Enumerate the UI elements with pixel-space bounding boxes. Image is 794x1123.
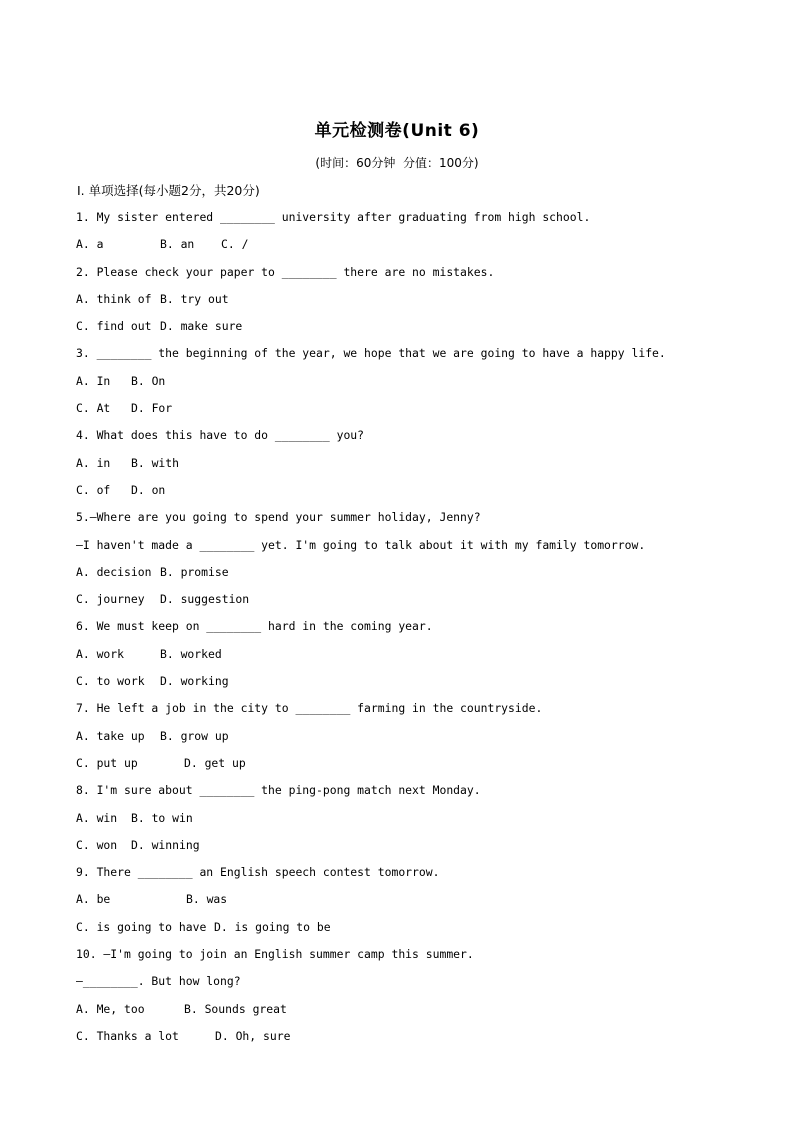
option: C. of xyxy=(76,482,111,497)
option: D. suggestion xyxy=(160,592,250,607)
option-row xyxy=(76,481,776,508)
option: A. in xyxy=(76,455,111,470)
option: D. Oh, sure xyxy=(215,1028,291,1043)
option-row xyxy=(76,290,776,317)
option: B. try out xyxy=(160,291,229,306)
option: B. On xyxy=(131,373,166,388)
option-row xyxy=(76,836,776,863)
option-row xyxy=(76,727,776,754)
option: D. working xyxy=(160,674,229,689)
question-stem: 7. He left a job in the city to ________ farming in the countryside. xyxy=(76,701,543,716)
option: D. For xyxy=(131,401,173,416)
question-stem: 1. My sister entered ________ university after graduating from high school. xyxy=(76,210,591,224)
option: B. was xyxy=(186,892,228,907)
option: B. worked xyxy=(160,646,222,661)
page-title: 单元检测卷(Unit 6) xyxy=(314,121,480,141)
option: C. journey xyxy=(76,592,145,607)
question-stem: 8. I'm sure about ________ the ping-pong match next Monday. xyxy=(76,783,481,798)
option-row xyxy=(76,563,776,590)
option-row xyxy=(76,1027,776,1054)
option: C. / xyxy=(221,237,249,252)
option: A. take up xyxy=(76,728,145,743)
option: B. promise xyxy=(160,564,229,579)
question-stem: 10. —I'm going to join an English summer camp this summer. xyxy=(76,947,474,962)
option: C. put up xyxy=(76,755,138,770)
question-stem: —________. But how long? xyxy=(76,974,241,989)
option-row xyxy=(76,809,776,836)
question-stem: 5.—Where are you going to spend your summer holiday, Jenny? xyxy=(76,510,481,525)
option: B. Sounds great xyxy=(184,1001,287,1016)
option-row xyxy=(76,645,776,672)
option: C. is going to have xyxy=(76,919,207,934)
option: B. with xyxy=(131,455,180,470)
question-stem: 3. ________ the beginning of the year, we hope that we are going to have a happy life. xyxy=(76,346,666,361)
option-row xyxy=(76,454,776,481)
option-row xyxy=(76,754,776,781)
option: D. is going to be xyxy=(214,919,331,934)
option: B. grow up xyxy=(160,728,229,743)
option: A. be xyxy=(76,892,111,907)
option: D. make sure xyxy=(160,319,243,334)
option-row xyxy=(76,890,776,917)
question-stem: 4. What does this have to do ________ you? xyxy=(76,428,365,443)
option: C. to work xyxy=(76,674,145,689)
option-row xyxy=(76,918,776,945)
option: B. to win xyxy=(131,810,193,825)
question-list xyxy=(76,208,776,1054)
option-row xyxy=(76,1000,776,1027)
question-stem: 6. We must keep on ________ hard in the coming year. xyxy=(76,619,433,634)
option-row xyxy=(76,372,776,399)
option-row xyxy=(76,235,776,262)
option: A. decision xyxy=(76,564,152,579)
page-subtitle: (时间：60分钟 分值：100分) xyxy=(315,156,479,170)
option: A. win xyxy=(76,810,118,825)
option-row xyxy=(76,590,776,617)
option: C. Thanks a lot xyxy=(76,1028,179,1043)
option-row xyxy=(76,399,776,426)
option: A. think of xyxy=(76,291,152,306)
option: C. At xyxy=(76,401,111,416)
option: C. won xyxy=(76,837,118,852)
option-row xyxy=(76,672,776,699)
option: D. winning xyxy=(131,837,200,852)
option: A. a xyxy=(76,237,104,252)
option: D. get up xyxy=(184,755,246,770)
option: C. find out xyxy=(76,319,152,334)
option-row xyxy=(76,317,776,344)
section-title: Ⅰ. 单项选择(每小题2分，共20分) xyxy=(77,183,260,198)
option: A. Me, too xyxy=(76,1001,145,1016)
option: D. on xyxy=(131,482,166,497)
question-stem: 9. There ________ an English speech contest tomorrow. xyxy=(76,865,440,880)
option: A. In xyxy=(76,373,111,388)
question-stem: 2. Please check your paper to ________ there are no mistakes. xyxy=(76,264,495,279)
option: B. an xyxy=(160,237,195,252)
option: A. work xyxy=(76,646,125,661)
question-stem: —I haven't made a ________ yet. I'm going to talk about it with my family tomorrow. xyxy=(76,537,646,552)
